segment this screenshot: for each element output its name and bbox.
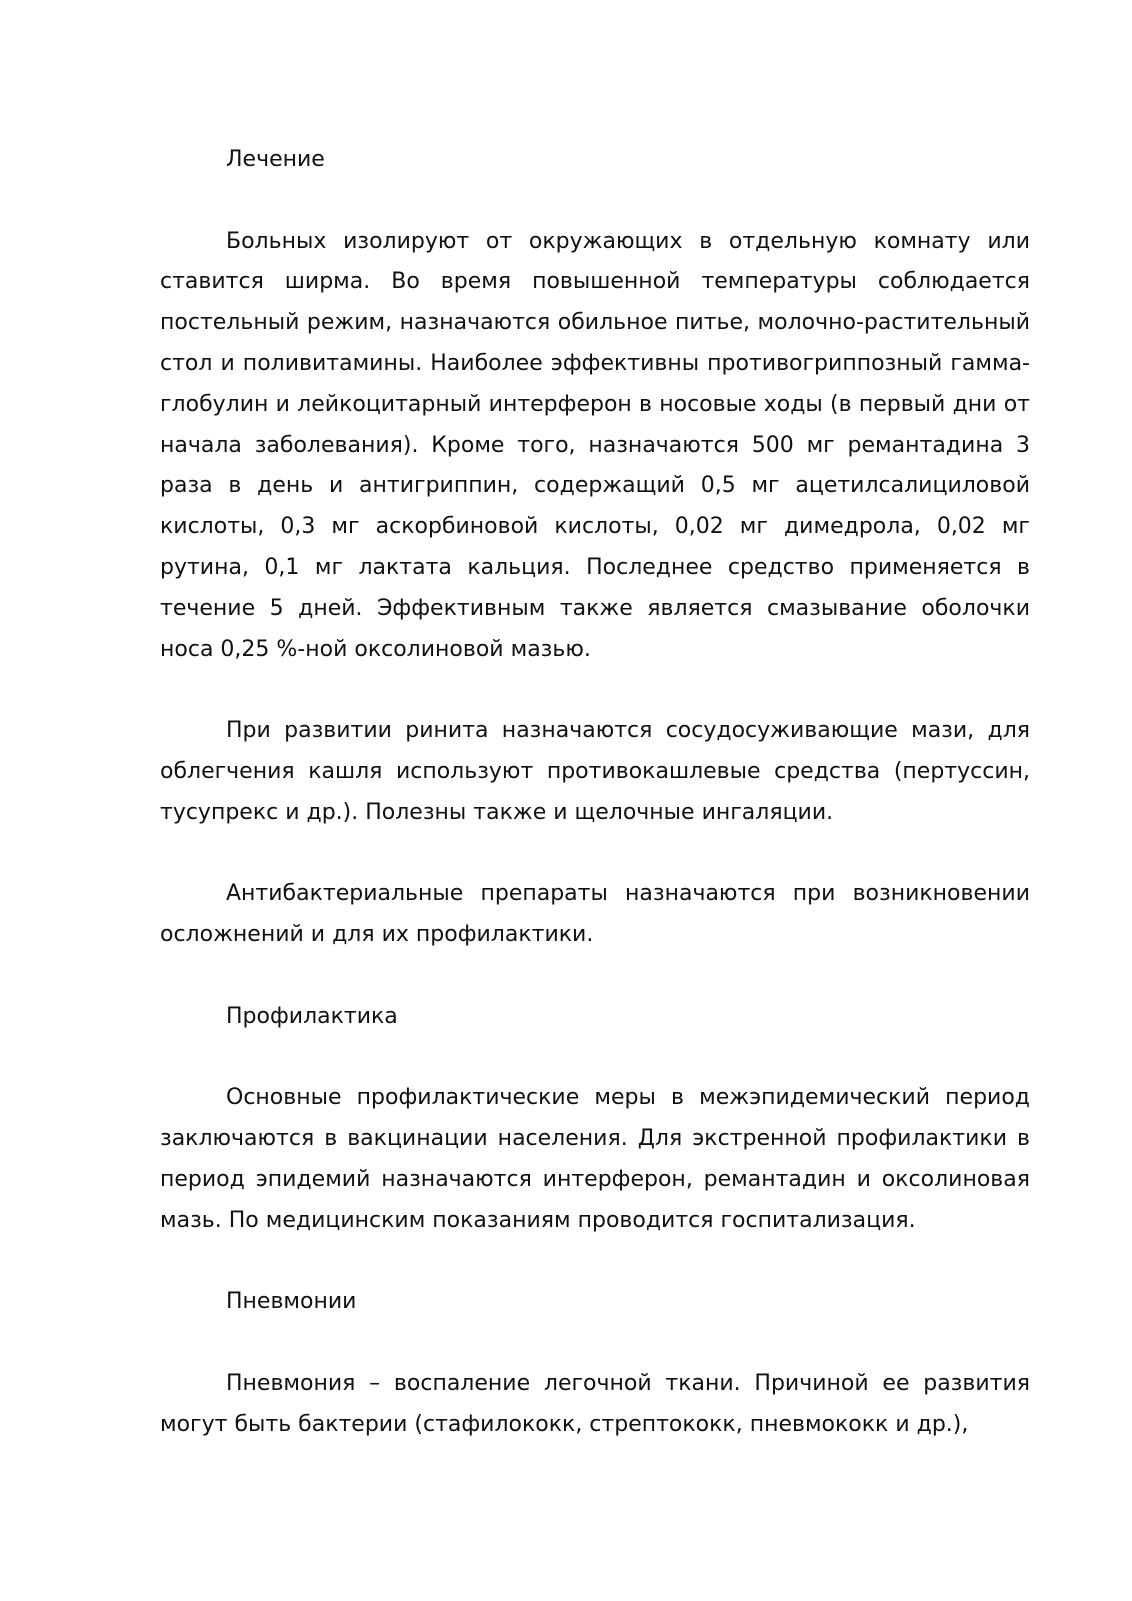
section-heading-treatment: Лечение bbox=[226, 147, 325, 172]
section-heading-prevention: Профилактика bbox=[226, 1003, 398, 1029]
paragraph-pneumonia: Пневмония – воспаление легочной ткани. Причиной ее развития могут быть бактерии (стафилококк, стрептококк, пневмококк и др.), bbox=[160, 1370, 1030, 1437]
document-page bbox=[160, 140, 1030, 1486]
paragraph-treatment-rhinitis: При развитии ринита назначаются сосудосуживающие мази, для облегчения кашля используют противокашлевые средства (пертуссин, тусупрекс и др.). Полезны также и щелочные ингаляции. bbox=[160, 718, 1030, 825]
section-heading-pneumonia: Пневмонии bbox=[226, 1289, 357, 1315]
paragraph-treatment-general: Больных изолируют от окружающих в отдельную комнату или ставится ширма. Во время повышенной температуры соблюдается постельный режим, назначаются обильное питье, молочно-растительный стол и поливитамины. Наиболее эффективны противогриппозный гамма-глобулин и лейкоцитарный интерферон в носовые ходы (в первый дни от начала заболевания). Кроме того, назначаются 500 мг ремантадина 3 раза в день и антигриппин, содержащий 0,5 мг ацетилсалициловой кислоты, 0,3 мг аскорбиновой кислоты, 0,02 мг димедрола, 0,02 мг рутина, 0,1 мг лактата кальция. Последнее средство применяется в течение 5 дней. Эффективным также является смазывание оболочки носа 0,25 %-ной оксолиновой мазью. bbox=[160, 228, 1030, 662]
paragraph-treatment-antibacterial: Антибактериальные препараты назначаются при возникновении осложнений и для их профилактики. bbox=[160, 881, 1030, 948]
paragraph-prevention: Основные профилактические меры в межэпидемический период заключаются в вакцинации населения. Для экстренной профилактики в период эпидемий назначаются интерферон, ремантадин и оксолиновая мазь. По медицинским показаниям проводится госпитализация. bbox=[160, 1085, 1030, 1233]
